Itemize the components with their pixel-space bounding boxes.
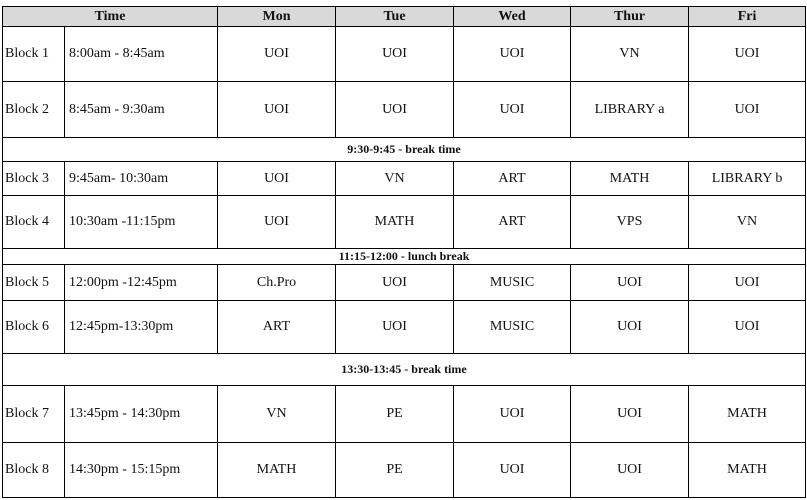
- class-cell-wed: ART: [454, 196, 571, 248]
- block-row-7: [3, 385, 806, 442]
- class-cell-mon: UOI: [218, 27, 336, 82]
- block-label: Block 1: [3, 27, 65, 82]
- break-label: 13:30-13:45 - break time: [3, 353, 806, 385]
- block-label: Block 5: [3, 264, 65, 300]
- class-cell-mon: UOI: [218, 162, 336, 196]
- header-time: Time: [3, 7, 218, 27]
- header-fri: Fri: [689, 7, 806, 27]
- class-cell-wed: ART: [454, 162, 571, 196]
- class-cell-thur: LIBRARY a: [571, 82, 689, 137]
- break-row-3: [3, 353, 806, 385]
- class-cell-tue: PE: [336, 385, 454, 442]
- class-cell-wed: UOI: [454, 27, 571, 82]
- class-cell-mon: UOI: [218, 196, 336, 248]
- class-cell-tue: UOI: [336, 264, 454, 300]
- block-row-2: [3, 82, 806, 137]
- class-cell-fri: MATH: [689, 385, 806, 442]
- class-cell-fri: UOI: [689, 82, 806, 137]
- class-cell-tue: UOI: [336, 82, 454, 137]
- block-label: Block 8: [3, 443, 65, 498]
- class-cell-tue: UOI: [336, 301, 454, 353]
- class-cell-tue: UOI: [336, 27, 454, 82]
- block-row-8: [3, 443, 806, 498]
- block-time: 8:00am - 8:45am: [65, 27, 218, 82]
- class-cell-fri: LIBRARY b: [689, 162, 806, 196]
- block-time: 8:45am - 9:30am: [65, 82, 218, 137]
- block-time: 10:30am -11:15pm: [65, 196, 218, 248]
- class-cell-fri: UOI: [689, 27, 806, 82]
- block-label: Block 3: [3, 162, 65, 196]
- break-row-1: [3, 137, 806, 161]
- block-label: Block 7: [3, 385, 65, 442]
- block-time: 9:45am- 10:30am: [65, 162, 218, 196]
- block-time: 13:45pm - 14:30pm: [65, 385, 218, 442]
- class-cell-tue: PE: [336, 443, 454, 498]
- header-thur: Thur: [571, 7, 689, 27]
- header-wed: Wed: [454, 7, 571, 27]
- break-row-2: [3, 248, 806, 264]
- block-row-5: [3, 264, 806, 300]
- class-cell-mon: ART: [218, 301, 336, 353]
- header-mon: Mon: [218, 7, 336, 27]
- class-cell-wed: UOI: [454, 443, 571, 498]
- class-cell-thur: UOI: [571, 264, 689, 300]
- block-row-3: [3, 162, 806, 196]
- class-cell-mon: Ch.Pro: [218, 264, 336, 300]
- class-cell-mon: VN: [218, 385, 336, 442]
- block-row-1: [3, 27, 806, 82]
- class-cell-thur: VPS: [571, 196, 689, 248]
- header-tue: Tue: [336, 7, 454, 27]
- class-cell-thur: VN: [571, 27, 689, 82]
- class-cell-thur: UOI: [571, 443, 689, 498]
- schedule-table: [2, 6, 806, 498]
- class-cell-thur: UOI: [571, 385, 689, 442]
- class-cell-tue: VN: [336, 162, 454, 196]
- class-cell-tue: MATH: [336, 196, 454, 248]
- class-cell-thur: UOI: [571, 301, 689, 353]
- class-cell-fri: MATH: [689, 443, 806, 498]
- block-row-6: [3, 301, 806, 353]
- class-cell-fri: UOI: [689, 264, 806, 300]
- break-label: 9:30-9:45 - break time: [3, 137, 806, 161]
- class-cell-wed: UOI: [454, 385, 571, 442]
- break-label: 11:15-12:00 - lunch break: [3, 248, 806, 264]
- class-cell-wed: MUSIC: [454, 264, 571, 300]
- block-label: Block 4: [3, 196, 65, 248]
- class-cell-mon: UOI: [218, 82, 336, 137]
- class-cell-wed: MUSIC: [454, 301, 571, 353]
- block-time: 12:45pm-13:30pm: [65, 301, 218, 353]
- block-time: 14:30pm - 15:15pm: [65, 443, 218, 498]
- block-label: Block 2: [3, 82, 65, 137]
- header-row: [3, 7, 806, 27]
- class-cell-thur: MATH: [571, 162, 689, 196]
- class-cell-fri: UOI: [689, 301, 806, 353]
- class-cell-mon: MATH: [218, 443, 336, 498]
- class-cell-fri: VN: [689, 196, 806, 248]
- block-row-4: [3, 196, 806, 248]
- class-cell-wed: UOI: [454, 82, 571, 137]
- block-label: Block 6: [3, 301, 65, 353]
- block-time: 12:00pm -12:45pm: [65, 264, 218, 300]
